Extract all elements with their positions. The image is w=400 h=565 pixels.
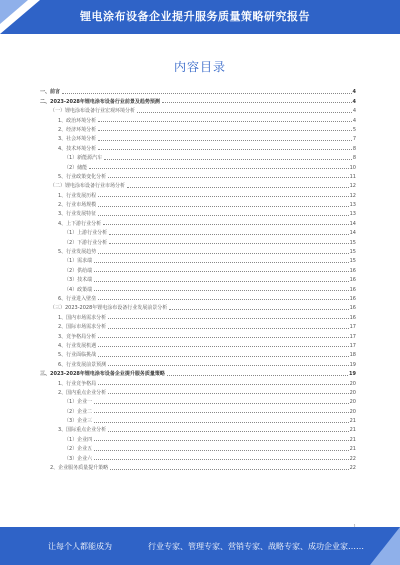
toc-entry-page: 21 xyxy=(349,446,356,453)
toc-entry-page: 4 xyxy=(352,108,356,115)
toc-entry[interactable] xyxy=(40,368,356,377)
toc-entry-page: 12 xyxy=(349,183,356,190)
toc-entry-text: （2）供给端 xyxy=(64,267,93,274)
toc-entry-text: 4、行业发展机遇 xyxy=(58,342,97,349)
toc-entry-text: （3）企业三 xyxy=(64,418,93,425)
footer-slogan-left: 让每个人都能成为 xyxy=(48,542,112,551)
toc-leader-dots xyxy=(98,148,352,150)
toc-entry-text: 1、行业竞争格局 xyxy=(58,380,97,387)
toc-entry-page: 16 xyxy=(349,267,356,274)
toc-leader-dots xyxy=(98,336,348,338)
toc-entry[interactable] xyxy=(40,462,356,471)
toc-entry-text: 2、行业市场规模 xyxy=(58,202,97,209)
toc-leader-dots xyxy=(108,364,348,366)
toc-entry-page: 17 xyxy=(349,342,356,349)
toc-entry[interactable] xyxy=(40,227,356,236)
toc-entry[interactable] xyxy=(40,171,356,180)
toc-entry-page: 15 xyxy=(349,239,356,246)
toc-leader-dots xyxy=(98,139,352,141)
footer-corner-accent xyxy=(370,527,400,565)
toc-entry-text: （一）锂电涂布设备行业宏观环境分析 xyxy=(50,108,136,115)
toc-entry[interactable] xyxy=(40,358,356,367)
toc-entry-text: （1）企业一 xyxy=(64,399,93,406)
toc-heading: 内容目录 xyxy=(173,60,226,74)
toc-leader-dots xyxy=(169,308,348,310)
toc-entry[interactable] xyxy=(40,311,356,320)
toc-entry-page: 17 xyxy=(349,333,356,340)
toc-leader-dots xyxy=(103,223,348,225)
toc-entry[interactable] xyxy=(40,105,356,114)
toc-leader-dots xyxy=(167,374,348,376)
toc-entry-page: 4 xyxy=(352,117,356,124)
toc-entry[interactable] xyxy=(40,433,356,442)
toc-leader-dots xyxy=(62,92,352,94)
toc-leader-dots xyxy=(109,242,348,244)
toc-entry[interactable] xyxy=(40,189,356,198)
toc-leader-dots xyxy=(94,270,348,272)
toc-leader-dots xyxy=(94,411,348,413)
toc-entry-page: 20 xyxy=(349,408,356,415)
toc-leader-dots xyxy=(94,261,348,263)
header-corner-accent xyxy=(0,0,28,24)
toc-entry-text: 5、行业面临挑战 xyxy=(58,352,97,359)
toc-leader-dots xyxy=(98,345,348,347)
toc-entry[interactable] xyxy=(40,274,356,283)
toc-entry-text: 2、国际市场需求分析 xyxy=(58,324,107,331)
toc-entry[interactable] xyxy=(40,199,356,208)
toc-entry[interactable] xyxy=(40,255,356,264)
toc-entry[interactable] xyxy=(40,340,356,349)
toc-leader-dots xyxy=(110,468,348,470)
toc-entry-page: 12 xyxy=(349,192,356,199)
toc-entry-page: 19 xyxy=(349,371,356,378)
toc-leader-dots xyxy=(94,439,348,441)
footer-slogan-right: 行业专家、管理专家、营销专家、战略专家、成功企业家…… xyxy=(148,542,364,551)
toc-entry-page: 8 xyxy=(352,145,356,152)
toc-leader-dots xyxy=(108,176,348,178)
toc-leader-dots xyxy=(94,458,348,460)
toc-leader-dots xyxy=(109,233,348,235)
report-title: 锂电涂布设备企业提升服务质量策略研究报告 xyxy=(80,10,310,23)
toc-entry[interactable] xyxy=(40,293,356,302)
toc-entry-text: 4、技术环境分析 xyxy=(58,145,97,152)
toc-entry-page: 20 xyxy=(349,399,356,406)
toc-entry-text: 3、社会环境分析 xyxy=(58,136,97,143)
toc-entry[interactable] xyxy=(40,452,356,461)
toc-entry[interactable] xyxy=(40,208,356,217)
toc-entry-text: （2）企业五 xyxy=(64,446,93,453)
toc-entry-text: （1）企业四 xyxy=(64,436,93,443)
toc-entry-text: （2）下游行业分析 xyxy=(64,239,108,246)
toc-entry-text: （三）2023-2028年锂电涂布设备行业发展前景分析 xyxy=(50,305,168,312)
toc-entry[interactable] xyxy=(40,349,356,358)
toc-leader-dots xyxy=(89,167,348,169)
toc-entry-page: 20 xyxy=(349,389,356,396)
toc-entry-text: （1）需求端 xyxy=(64,258,93,265)
toc-leader-dots xyxy=(98,205,348,207)
toc-entry-text: 3、行业发展特征 xyxy=(58,211,97,218)
toc-entry-text: 一、前言 xyxy=(40,89,61,96)
toc-leader-dots xyxy=(94,421,348,423)
toc-entry-text: 三、2023-2028年锂电涂布设备企业提升服务质量策略 xyxy=(40,371,165,378)
toc-entry[interactable] xyxy=(40,142,356,151)
toc-leader-dots xyxy=(98,120,352,122)
toc-entry[interactable] xyxy=(40,330,356,339)
toc-leader-dots xyxy=(98,214,348,216)
toc-entry-text: 2、经济环境分析 xyxy=(58,126,97,133)
toc-entry[interactable] xyxy=(40,424,356,433)
toc-leader-dots xyxy=(108,430,348,432)
toc-entry-page: 14 xyxy=(349,230,356,237)
toc-entry[interactable] xyxy=(40,133,356,142)
toc-entry-page: 16 xyxy=(349,314,356,321)
toc-entry-page: 5 xyxy=(352,126,356,133)
toc-entry-page: 4 xyxy=(352,89,356,96)
toc-entry[interactable] xyxy=(40,86,356,95)
toc-leader-dots xyxy=(104,158,352,160)
toc-entry-text: 5、行业发展趋势 xyxy=(58,249,97,256)
toc-entry[interactable] xyxy=(40,246,356,255)
toc-entry-text: 2、国内重点企业分析 xyxy=(58,389,107,396)
toc-entry-text: 2、企业服务质量提升策略 xyxy=(50,465,109,472)
toc-leader-dots xyxy=(108,327,348,329)
toc-entry-page: 16 xyxy=(349,305,356,312)
toc-entry-text: （1）上游行业分析 xyxy=(64,230,108,237)
toc-entry-text: 5、行业政策变化分析 xyxy=(58,173,107,180)
toc-entry-text: （二）锂电涂布设备行业市场分析 xyxy=(50,183,126,190)
toc-entry-page: 21 xyxy=(349,418,356,425)
toc-entry-text: 3、竞争格局分析 xyxy=(58,333,97,340)
toc-entry-page: 16 xyxy=(349,277,356,284)
toc-leader-dots xyxy=(94,280,348,282)
toc-entry[interactable] xyxy=(40,321,356,330)
toc-entry[interactable] xyxy=(40,415,356,424)
toc-entry-text: 二、2023-2028年锂电涂布设备行业前景及趋势预测 xyxy=(40,98,160,105)
toc-entry-text: （2）企业二 xyxy=(64,408,93,415)
toc-entry[interactable] xyxy=(40,180,356,189)
toc-entry-page: 10 xyxy=(349,164,356,171)
toc-entry-page: 4 xyxy=(352,98,356,105)
toc-entry-page: 16 xyxy=(349,295,356,302)
toc-entry-text: 6、行业发展前景预测 xyxy=(58,361,107,368)
toc-entry[interactable] xyxy=(40,161,356,170)
toc-entry-page: 14 xyxy=(349,220,356,227)
toc-entry-text: 4、上下游行业分析 xyxy=(58,220,102,227)
toc-entry-text: （4）政策端 xyxy=(64,286,93,293)
toc-entry-page: 21 xyxy=(349,436,356,443)
toc-leader-dots xyxy=(98,355,348,357)
toc-entry-page: 18 xyxy=(349,352,356,359)
toc-leader-dots xyxy=(98,252,348,254)
toc-entry-page: 11 xyxy=(349,173,356,180)
toc-entry[interactable] xyxy=(40,387,356,396)
toc-entry-text: 3、国际重点企业分析 xyxy=(58,427,107,434)
toc-entry[interactable] xyxy=(40,152,356,161)
toc-entry-text: 1、国内市场需求分析 xyxy=(58,314,107,321)
toc-entry-page: 15 xyxy=(349,249,356,256)
toc-entry-page: 17 xyxy=(349,324,356,331)
toc-leader-dots xyxy=(127,186,349,188)
toc-entry-text: （3）企业六 xyxy=(64,455,93,462)
toc-leader-dots xyxy=(108,317,348,319)
toc-entry[interactable] xyxy=(40,95,356,104)
toc-leader-dots xyxy=(98,298,348,300)
toc-entry[interactable] xyxy=(40,124,356,133)
toc-entry-page: 7 xyxy=(352,136,356,143)
toc-entry[interactable] xyxy=(40,264,356,273)
toc-leader-dots xyxy=(137,111,352,113)
toc-leader-dots xyxy=(162,101,352,103)
toc-entry-page: 13 xyxy=(349,211,356,218)
toc-leader-dots xyxy=(98,195,348,197)
toc-entry-page: 8 xyxy=(352,155,356,162)
toc-entry-text: 6、行业进入壁垒 xyxy=(58,295,97,302)
toc-entry-page: 13 xyxy=(349,202,356,209)
toc-entry-text: 1、行业发展历程 xyxy=(58,192,97,199)
toc-leader-dots xyxy=(94,289,348,291)
toc-leader-dots xyxy=(98,383,348,385)
toc-entry-text: （1）新能源汽车 xyxy=(64,155,103,162)
toc-leader-dots xyxy=(94,402,348,404)
toc-entry-page: 20 xyxy=(349,380,356,387)
toc-entry[interactable] xyxy=(40,217,356,226)
toc-entry[interactable] xyxy=(40,443,356,452)
toc-entry-page: 19 xyxy=(349,361,356,368)
toc-entry-page: 16 xyxy=(349,286,356,293)
toc-entry-text: （2）储能 xyxy=(64,164,88,171)
toc-entry-page: 22 xyxy=(349,465,356,472)
toc-leader-dots xyxy=(108,392,348,394)
toc-entry[interactable] xyxy=(40,236,356,245)
toc-entry-text: （3）技术端 xyxy=(64,277,93,284)
toc-leader-dots xyxy=(98,129,352,131)
toc-leader-dots xyxy=(94,449,348,451)
table-of-contents xyxy=(40,86,356,471)
toc-entry-page: 15 xyxy=(349,258,356,265)
toc-entry[interactable] xyxy=(40,405,356,414)
toc-entry[interactable] xyxy=(40,114,356,123)
toc-entry-text: 1、政治环境分析 xyxy=(58,117,97,124)
toc-entry-page: 22 xyxy=(349,455,356,462)
toc-entry[interactable] xyxy=(40,302,356,311)
toc-entry[interactable] xyxy=(40,396,356,405)
toc-entry-page: 21 xyxy=(349,427,356,434)
toc-entry[interactable] xyxy=(40,377,356,386)
toc-entry[interactable] xyxy=(40,283,356,292)
